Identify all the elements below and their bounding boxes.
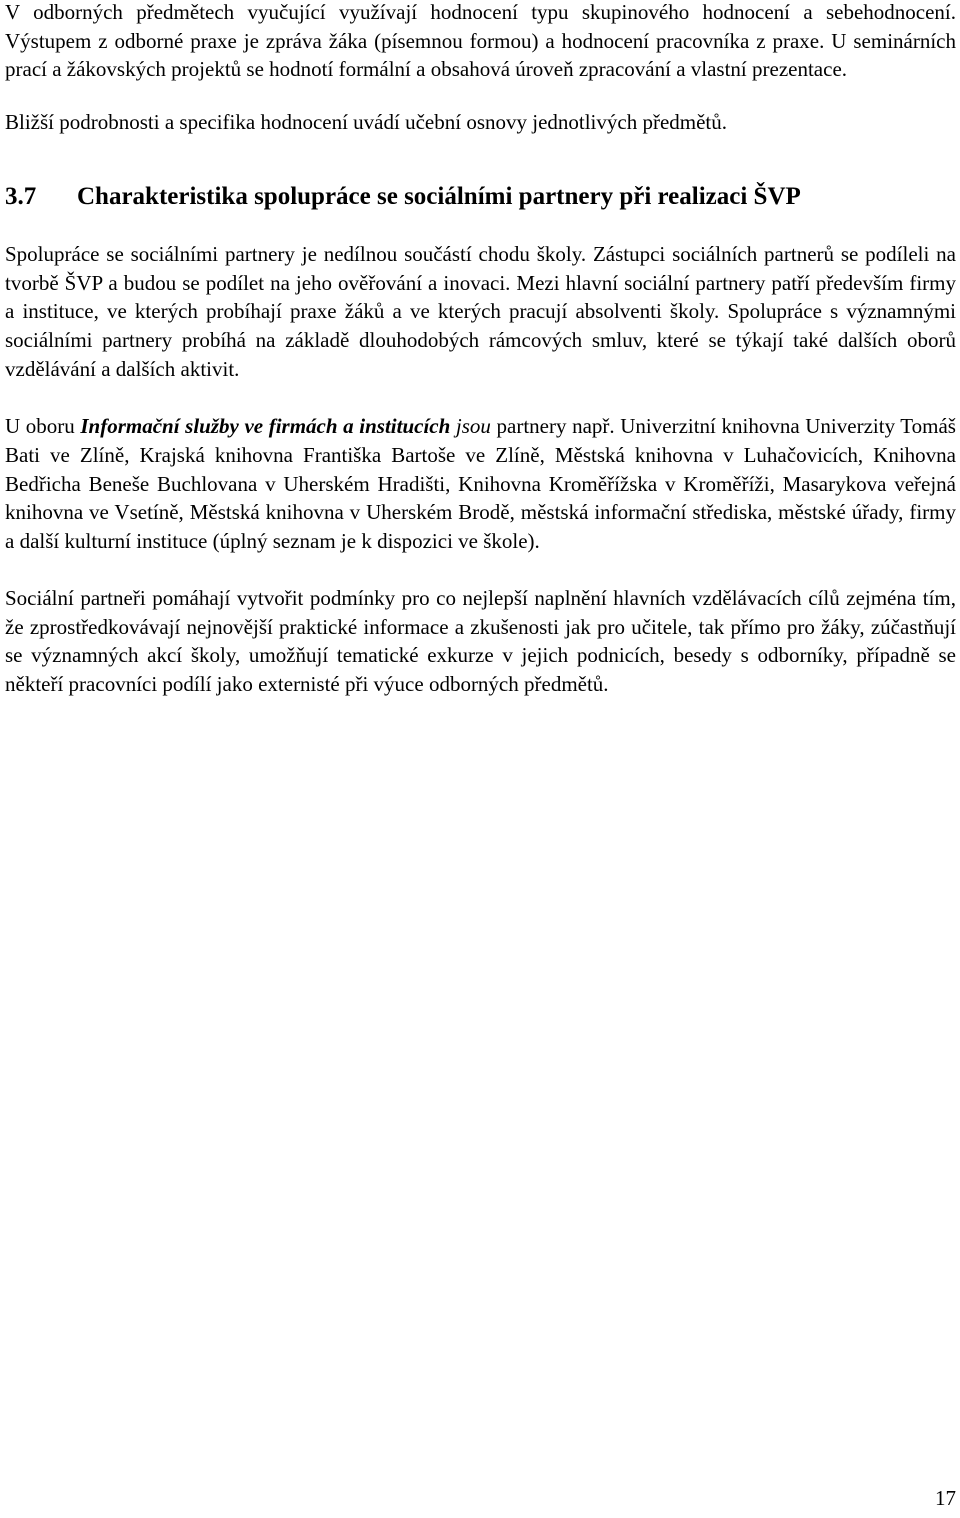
section-number: 3.7 bbox=[5, 182, 37, 210]
paragraph-evaluation-details: Bližší podrobnosti a specifika hodnocení uvádí učební osnovy jednotlivých předmětů. bbox=[5, 110, 728, 135]
document-page bbox=[5, 0, 956, 699]
field-name: Informační služby ve firmách a institucích bbox=[80, 414, 451, 439]
paragraph-evaluation-methods: V odborných předmětech vyučující využívají hodnocení typu skupinového hodnocení a sebehodnocení. Výstupem z odborné praxe je zpráva žáka (písemnou formou) a hodnocení pracovníka z praxe. U seminárních prací a žákovských projektů se hodnotí formální a obsahová úroveň zpracování a vlastní prezentace. bbox=[5, 0, 956, 82]
paragraph-partner-cooperation: Spolupráce se sociálními partnery je nedílnou součástí chodu školy. Zástupci sociálních partnerů se podíleli na tvorbě ŠVP a budou se podílet na jeho ověřování a inovaci. Mezi hlavní sociální partnery patří především firmy a instituce, ve kterých probíhají praxe žáků a ve kterých pracují absolventi školy. Spolupráce s významnými sociálními partnery probíhá na základě dlouhodobých rámcových smluv, které se týkají také dalších oborů vzdělávání a dalších aktivit. bbox=[5, 241, 956, 381]
section-title: Charakteristika spolupráce se sociálními partnery při realizaci ŠVP bbox=[77, 182, 801, 210]
section-heading bbox=[5, 182, 956, 212]
paragraph-partner-benefits: Sociální partneři pomáhají vytvořit podmínky pro co nejlepší naplnění hlavních vzdělávacích cílů zejména tím, že zprostředkovávají nejnovější praktické informace a zkušenosti jak pro učitele, tak přímo pro žáky, zúčastňují se významných akcí školy, umožňují tematické exkurze v jejich podnicích, besedy s odborníky, případně se někteří pracovníci podílí jako externisté při výuce odborných předmětů. bbox=[5, 585, 956, 696]
partner-list-jsou: jsou bbox=[455, 414, 491, 439]
partner-list-intro: U oboru bbox=[5, 414, 81, 439]
paragraph-partner-list bbox=[5, 412, 956, 556]
page-number: 17 bbox=[935, 1486, 956, 1510]
partner-list-rest: partnery např. Univerzitní knihovna Univerzity Tomáš Bati ve Zlíně, Krajská knihovna Františka Bartoše ve Zlíně, Městská knihovna v Luhačovicích, Knihovna Bedřicha Beneše Buchlovana v Uherském Hradišti, Knihovna Kroměřížska v Kroměříži, Masarykova veřejná knihovna ve Vsetíně, Městská knihovna v Uherském Brodě, městská informační střediska, městské úřady, firmy a další kulturní instituce (úplný seznam je k dispozici ve škole). bbox=[5, 414, 956, 554]
